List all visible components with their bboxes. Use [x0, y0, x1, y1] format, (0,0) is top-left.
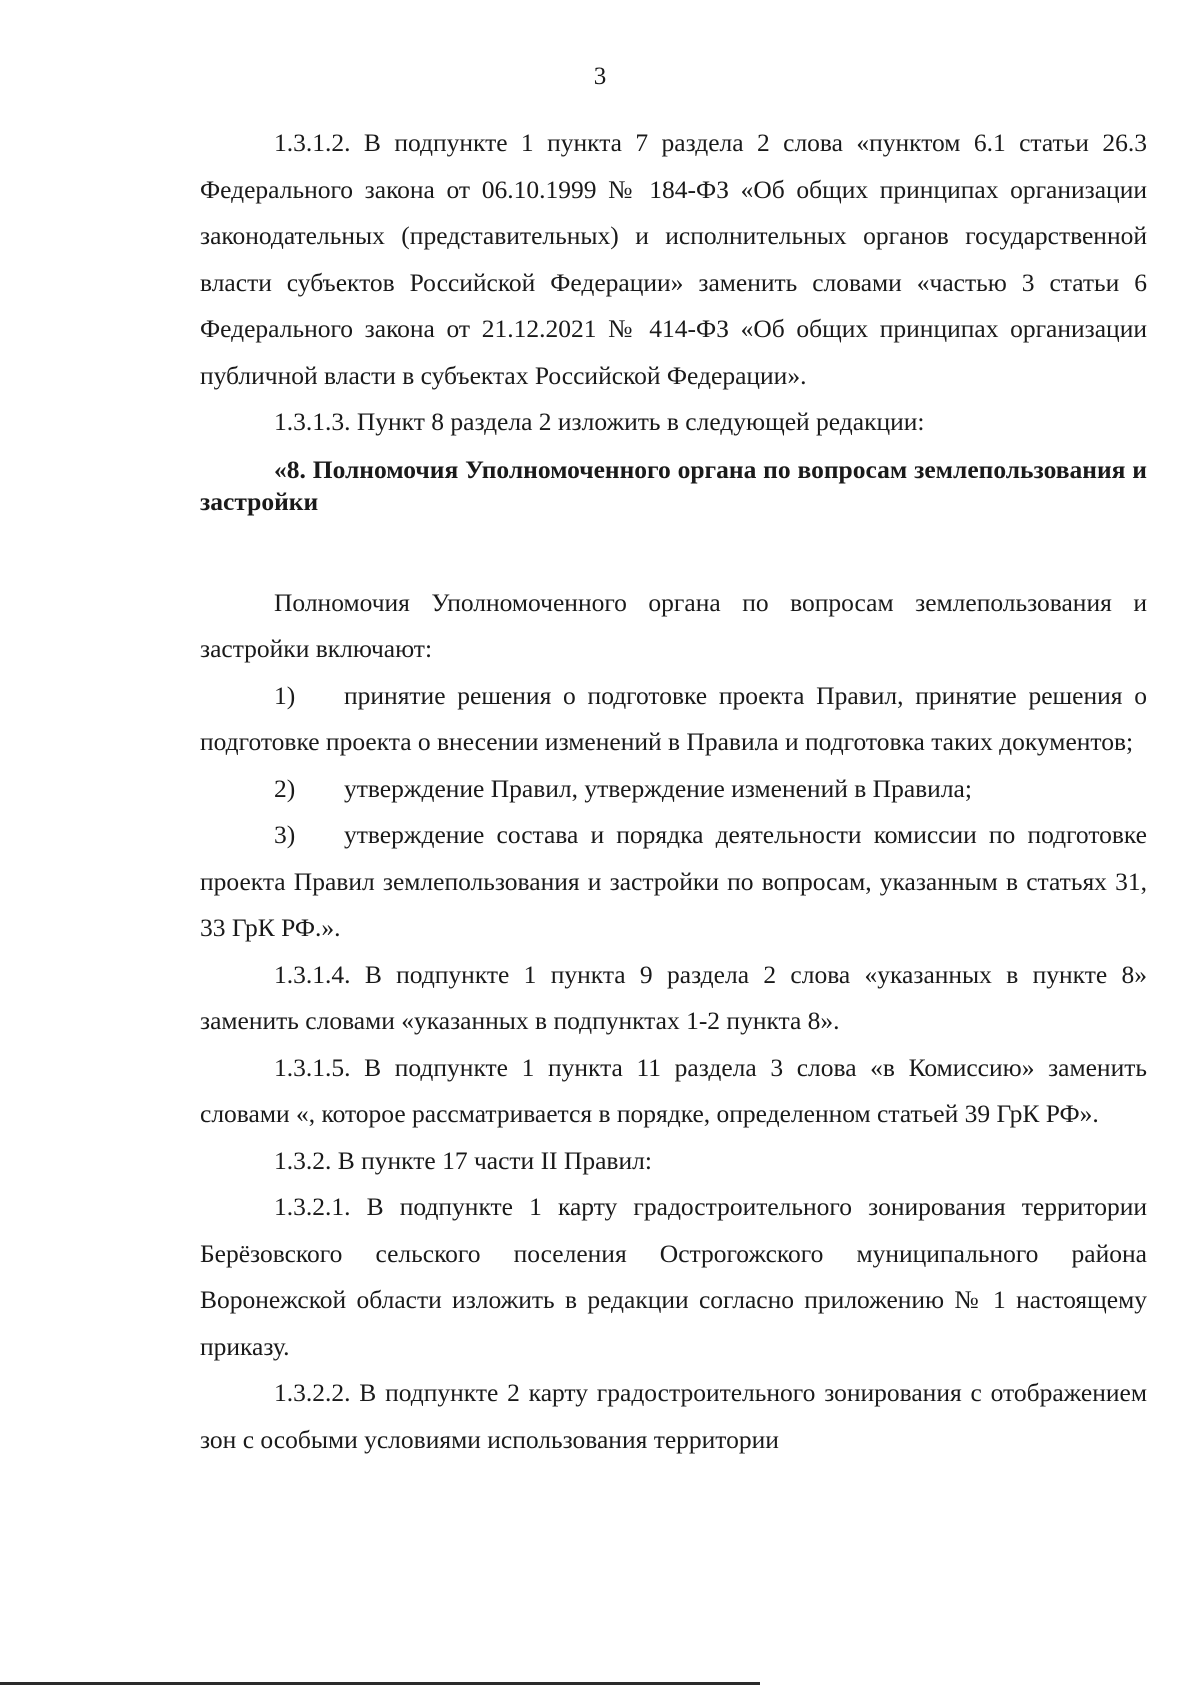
document-body — [200, 120, 1147, 1463]
section-heading: «8. Полномочия Уполномоченного органа по вопросам землепользования и застройки — [200, 454, 1147, 516]
paragraph-1-3-2-1: 1.3.2.1. В подпункте 1 карту градостроительного зонирования территории Берёзовского сельского поселения Острогожского муниципального района Воронежской области изложить в редакции согласно приложению № 1 настоящему приказу. — [200, 1192, 1147, 1361]
page-number: 3 — [593, 63, 607, 90]
paragraph-1-3-1-3: 1.3.1.3. Пункт 8 раздела 2 изложить в следующей редакции: — [274, 407, 925, 436]
paragraph-1-3-1-4: 1.3.1.4. В подпункте 1 пункта 9 раздела 2 слова «указанных в пункте 8» заменить словами «указанных в подпунктах 1-2 пункта 8». — [200, 959, 1147, 1035]
paragraph-powers-intro: Полномочия Уполномоченного органа по вопросам землепользования и застройки включают: — [200, 587, 1147, 663]
paragraph-1-3-1-2: 1.3.1.2. В подпункте 1 пункта 7 раздела 2 слова «пунктом 6.1 статьи 26.3 Федерального закона от 06.10.1999 № 184-ФЗ «Об общих принципах организации законодательных (представительных) и исполнительных органов государственной власти субъектов Российской Федерации» заменить словами «частью 3 статьи 6 Федерального закона от 21.12.2021 № 414-ФЗ «Об общих принципах организации публичной власти в субъектах Российской Федерации». — [200, 128, 1147, 390]
list-item-number: 2) — [274, 773, 296, 803]
list-item-number: 3) — [274, 820, 296, 849]
paragraph-1-3-2: 1.3.2. В пункте 17 части II Правил: — [274, 1145, 652, 1175]
paragraph-1-3-1-5: 1.3.1.5. В подпункте 1 пункта 11 раздела 3 слова «в Комиссию» заменить словами «, которое рассматривается в порядке, определенном статьей 39 ГрК РФ». — [200, 1052, 1147, 1128]
scan-edge-line — [0, 1682, 760, 1685]
list-item-text: утверждение Правил, утверждение изменений в Правила; — [344, 773, 972, 803]
list-item-text: утверждение состава и порядка деятельности комиссии по подготовке проекта Правил землепользования и застройки по вопросам, указанным в статьях 31, 33 ГрК РФ.». — [200, 820, 1147, 942]
list-item-number: 1) — [274, 680, 296, 710]
list-item — [200, 673, 1147, 766]
paragraph-1-3-2-2: 1.3.2.2. В подпункте 2 карту градостроительного зонирования с отображением зон с особыми условиями использования территории — [200, 1378, 1147, 1454]
spacer — [200, 518, 1147, 580]
list-item — [200, 812, 1147, 952]
list-item-text: принятие решения о подготовке проекта Правил, принятие решения о подготовке проекта о внесении изменений в Правила и подготовка таких документов; — [200, 680, 1147, 756]
list-item — [200, 766, 1147, 813]
